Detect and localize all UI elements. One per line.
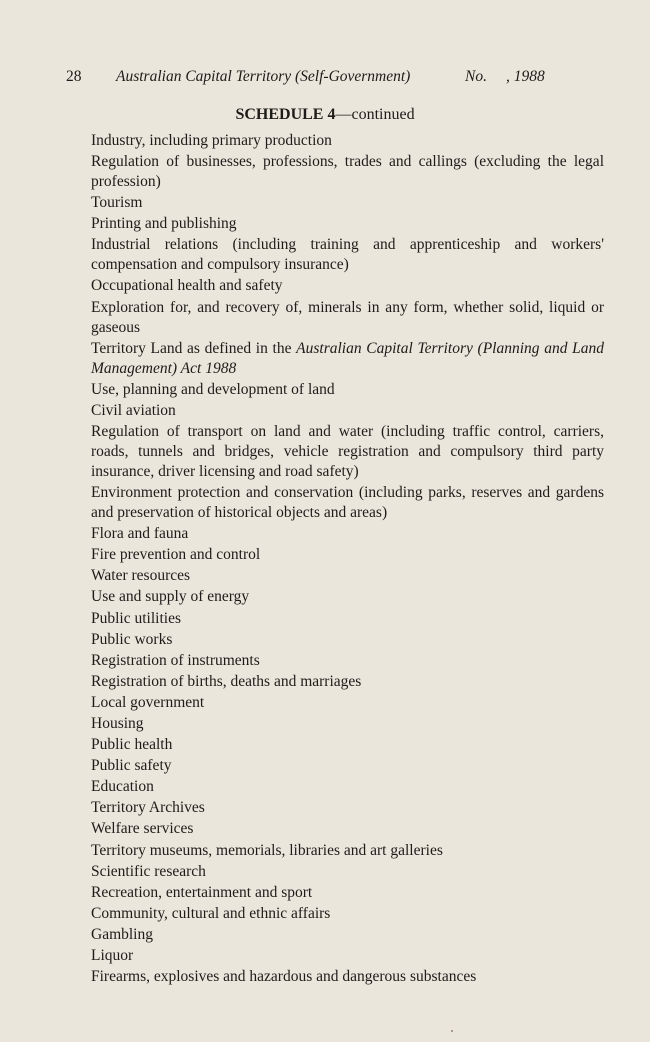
act-title: Australian Capital Territory (Planning and Land Management) Act 1988 <box>91 339 604 377</box>
list-item: Recreation, entertainment and sport <box>91 883 313 901</box>
list-item: Civil aviation <box>91 401 176 419</box>
territory-land-text: Territory Land as defined in the <box>91 339 297 357</box>
bill-year: , 1988 <box>506 68 545 85</box>
page-number: 28 <box>66 68 82 85</box>
list-item: Housing <box>91 714 144 732</box>
list-item: Printing and publishing <box>91 215 237 233</box>
schedule-item-list <box>91 131 604 988</box>
list-item: Water resources <box>91 567 191 585</box>
list-item-territory-land <box>91 339 604 379</box>
bill-number-label: No. <box>465 68 487 85</box>
schedule-heading <box>0 104 650 126</box>
list-item: Use and supply of energy <box>91 588 250 606</box>
running-title: Australian Capital Territory (Self-Government) <box>116 68 411 85</box>
list-item: Welfare services <box>91 820 194 838</box>
list-item: Scientific research <box>91 862 206 880</box>
list-item: Use, planning and development of land <box>91 380 335 398</box>
list-item: Education <box>91 778 154 796</box>
list-item: Local government <box>91 693 205 711</box>
list-item: Tourism <box>91 194 143 212</box>
list-item: Territory Archives <box>91 799 205 817</box>
list-item: Public safety <box>91 757 172 775</box>
schedule-continued: —continued <box>335 106 415 123</box>
list-item: Fire prevention and control <box>91 546 261 564</box>
list-item: Industrial relations (including training and apprenticeship and workers' compensation and compulsory insurance) <box>91 236 604 274</box>
list-item: Public utilities <box>91 609 181 627</box>
page-header <box>66 66 586 88</box>
list-item: Firearms, explosives and hazardous and dangerous substances <box>91 968 477 986</box>
paper-speck <box>451 1030 453 1032</box>
list-item: Liquor <box>91 947 134 964</box>
list-item: Public works <box>91 630 173 648</box>
list-item: Registration of births, deaths and marriages <box>91 672 362 690</box>
list-item: Territory museums, memorials, libraries and art galleries <box>91 841 443 859</box>
list-item: Environment protection and conservation (including parks, reserves and gardens and preservation of historical objects and areas) <box>91 484 604 522</box>
list-item: Public health <box>91 736 173 754</box>
list-item: Registration of instruments <box>91 651 260 669</box>
list-item: Occupational health and safety <box>91 277 283 295</box>
list-item: Regulation of transport on land and water (including traffic control, carriers, roads, tunnels and bridges, vehicle registration and compulsory third party insurance, driver licensing and road safety) <box>91 422 604 480</box>
list-item: Flora and fauna <box>91 525 189 543</box>
list-item: Gambling <box>91 925 153 943</box>
list-item: Exploration for, and recovery of, minerals in any form, whether solid, liquid or gaseous <box>91 298 604 336</box>
list-item: Regulation of businesses, professions, trades and callings (excluding the legal profession) <box>91 153 604 191</box>
schedule-label: SCHEDULE 4 <box>235 106 336 123</box>
list-item: Community, cultural and ethnic affairs <box>91 904 331 922</box>
list-item: Industry, including primary production <box>91 132 332 149</box>
